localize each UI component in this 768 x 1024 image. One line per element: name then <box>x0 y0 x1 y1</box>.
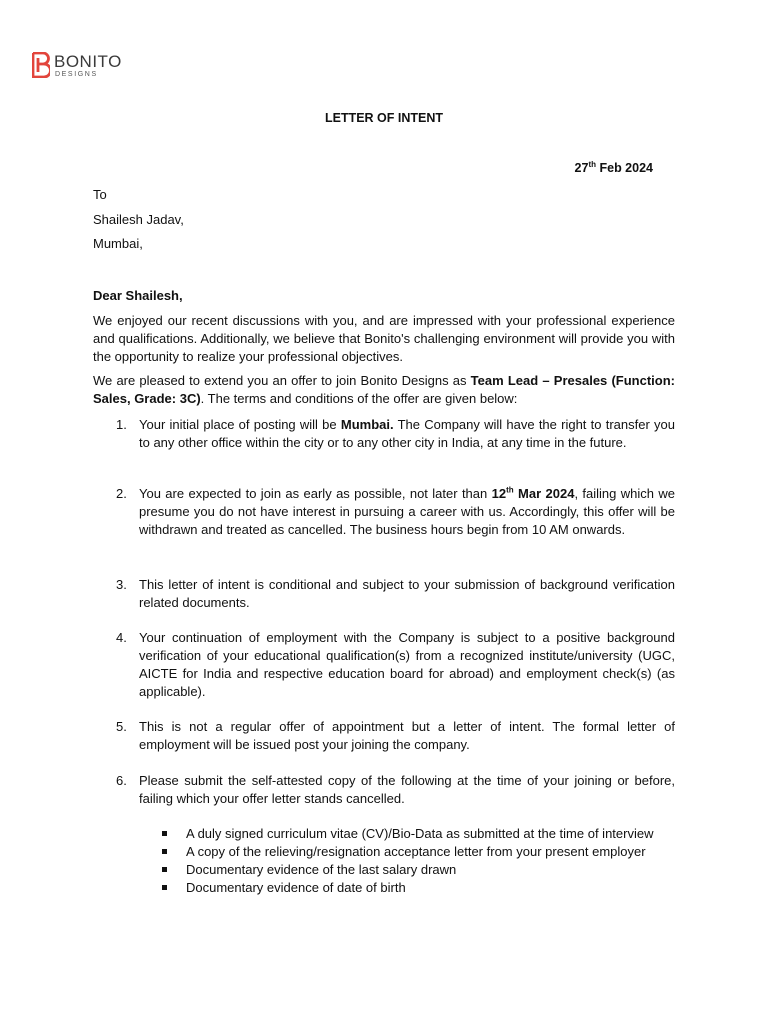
letter-title: LETTER OF INTENT <box>324 111 444 125</box>
logo-brand-sub: DESIGNS <box>55 70 98 78</box>
document-item: A copy of the relieving/resignation acceptance letter from your present employer <box>160 843 675 861</box>
address-to: To <box>93 187 107 202</box>
term-item: 1. Your initial place of posting will be Mumbai. The Company will have the right to transfer you to any other office within the city or to any other city in India, at any time in the future. <box>116 417 675 450</box>
bonito-logo-mark-icon <box>32 52 50 78</box>
term-item: 2. You are expected to join as early as possible, not later than 12th Mar 2024, failing which we presume you do not have interest in pursuing a career with us. Accordingly, this offer will be withdrawn and treated as cancelled. The business hours begin from 10 AM onwards. <box>116 485 675 537</box>
square-bullet-icon <box>162 885 167 890</box>
logo-brand-name: BONITO <box>54 51 122 71</box>
document-item: Documentary evidence of the last salary drawn <box>160 861 675 879</box>
term-item: 6. Please submit the self-attested copy of the following at the time of your joining or before, failing which your offer letter stands cancelled. <box>116 773 675 806</box>
intro-paragraph: We enjoyed our recent discussions with you, and are impressed with your professional experience and qualifications. Additionally, we believe that Bonito's challenging environment will provide you with the opportunity to realize your professional objectives. <box>93 313 675 364</box>
square-bullet-icon <box>162 849 167 854</box>
document-item: A duly signed curriculum vitae (CV)/Bio-Data as submitted at the time of interview <box>160 825 675 843</box>
document-item: Documentary evidence of date of birth <box>160 879 675 897</box>
letter-date: 27th Feb 2024 <box>574 159 653 175</box>
salutation: Dear Shailesh, <box>93 288 183 303</box>
address-city: Mumbai, <box>93 236 143 251</box>
company-logo <box>32 52 122 78</box>
term-item: 5. This is not a regular offer of appointment but a letter of intent. The formal letter of employment will be issued post your joining the company. <box>116 719 675 752</box>
square-bullet-icon <box>162 831 167 836</box>
term-item: 3. This letter of intent is conditional and subject to your submission of background verification related documents. <box>116 577 675 610</box>
address-name: Shailesh Jadav, <box>93 212 184 227</box>
term-item: 4. Your continuation of employment with the Company is subject to a positive background verification of your educational qualification(s) from a recognized institute/university (UGC, AICTE for India and respective education board for abroad) and employment check(s) (as applicable). <box>116 630 675 699</box>
square-bullet-icon <box>162 867 167 872</box>
offer-paragraph: We are pleased to extend you an offer to join Bonito Designs as Team Lead – Presales (Function: Sales, Grade: 3C). The terms and conditions of the offer are given below: <box>93 373 675 406</box>
documents-list <box>160 825 675 897</box>
